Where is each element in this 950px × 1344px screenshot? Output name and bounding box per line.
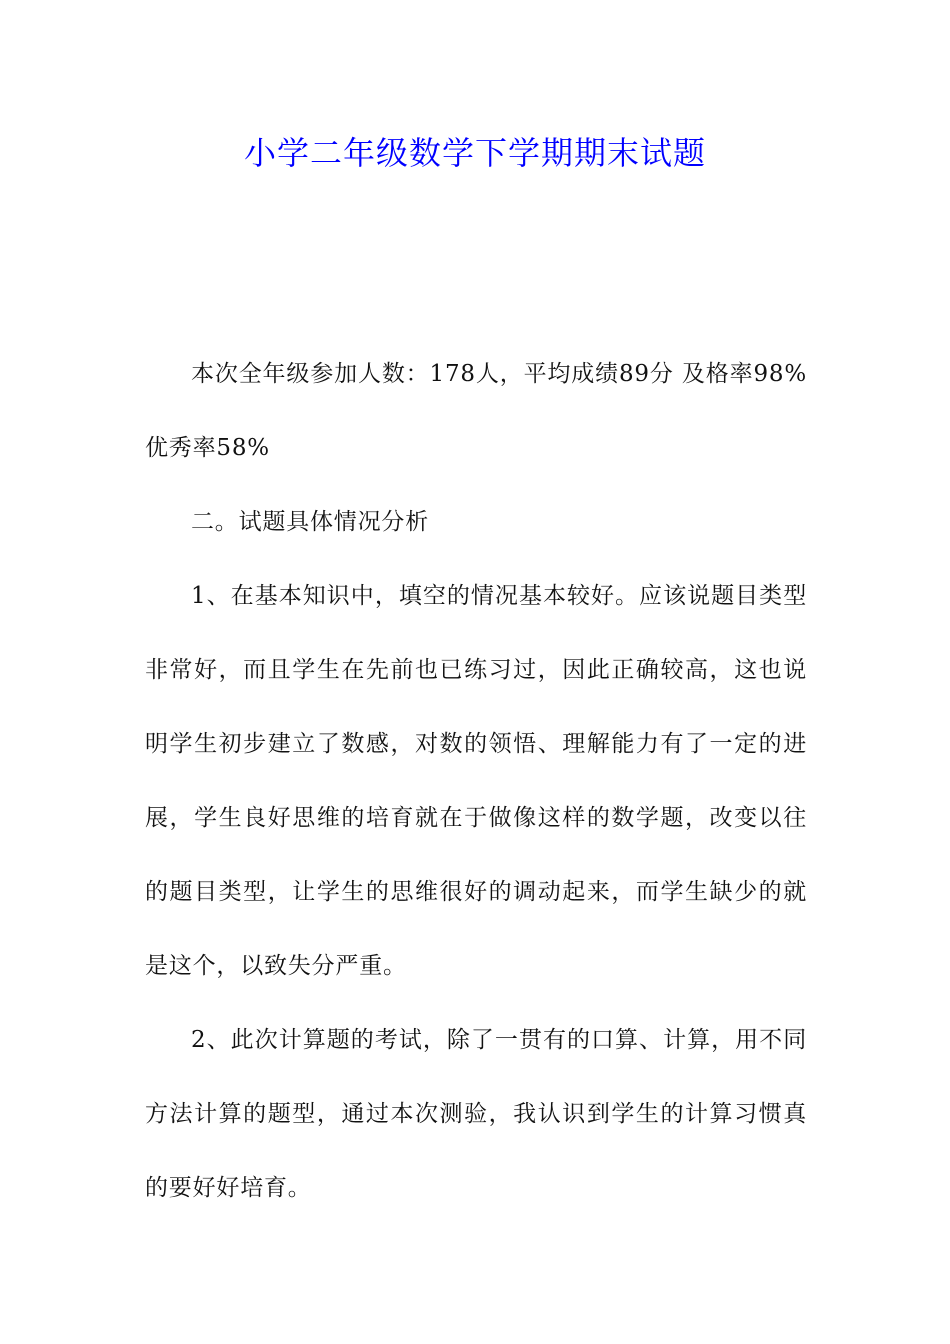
paragraph-summary: 本次全年级参加人数：178人，平均成绩89分 及格率98% 优秀率58% (145, 361, 807, 461)
paragraph-section-heading: 二。试题具体情况分析 (191, 509, 429, 535)
paragraph-analysis-2: 2、此次计算题的考试，除了一贯有的口算、计算，用不同方法计算的题型，通过本次测验，我认识到学生的计算习惯真的要好好培育。 (145, 1027, 807, 1201)
document-body (145, 337, 807, 1225)
document-title: 小学二年级数学下学期期末试题 (243, 134, 706, 172)
paragraph-analysis-1: 1、在基本知识中，填空的情况基本较好。应该说题目类型非常好，而且学生在先前也已练习过，因此正确较高，这也说明学生初步建立了数感，对数的领悟、理解能力有了一定的进展，学生良好思维的培育就在于做像这样的数学题，改变以往的题目类型，让学生的思维很好的调动起来，而学生缺少的就是这个，以致失分严重。 (145, 583, 807, 979)
